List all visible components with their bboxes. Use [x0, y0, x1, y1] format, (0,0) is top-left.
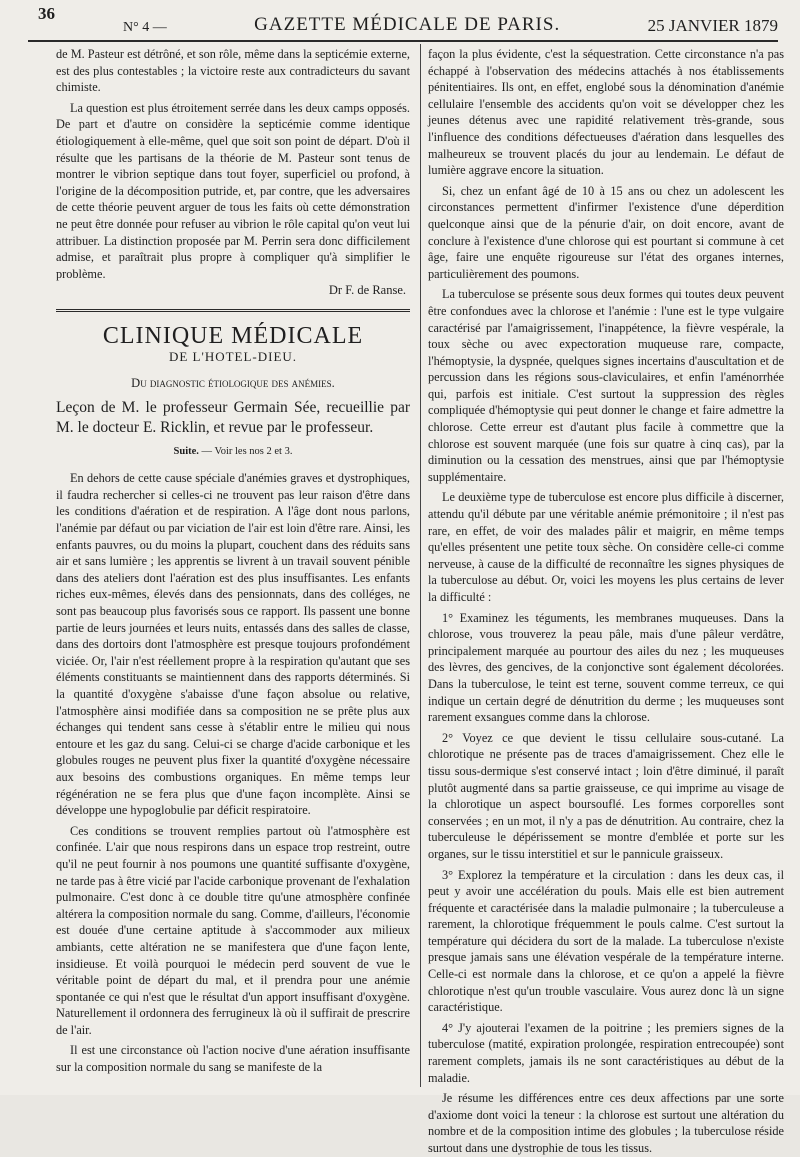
paragraph: Je résume les différences entre ces deux affections par une sorte d'axiome dont voici la teneur : la chlorose est surtout une altération du nombre et de la composition intime des globules ; la tuberculose réside surtout dans une dystrophie de tous les tissus.: [428, 1091, 784, 1155]
lecture-byline: Leçon de M. le professeur Germain Sée, recueillie par M. le docteur E. Ricklin, et revue par le professeur.: [56, 398, 410, 436]
paragraph: 2° Voyez ce que devient le tissu cellulaire sous-cutané. La chlorotique ne présente pas de traces d'amaigrissement. Chez elle le tissu sous-dermique s'est conservé intact ; loin d'être diminué, il paraît plutôt augmenté dans sa partie graisseuse, ce qui imprime au visage de la chlorotique un aspect boursouflé. Les formes corporelles sont conservées ; en un mot, il n'y a pas de dénutrition. Au contraire, chez la tuberculeuse le dépérissement se montre d'emblée et porte sur les organes, sur le tissu interstitiel et sur le pannicule graisseux.: [428, 730, 784, 861]
journal-title: GAZETTE MÉDICALE DE PARIS.: [254, 14, 561, 35]
paragraph: Il est une circonstance où l'action nocive d'une aération insuffisante sur la composition normale du sang se manifeste de la: [56, 1043, 410, 1075]
continuation-text: — Voir les nos 2 et 3.: [201, 445, 293, 457]
section-divider: [56, 309, 410, 312]
running-header: [28, 6, 778, 42]
right-column: [428, 46, 784, 1157]
paragraph: façon la plus évidente, c'est la séquestration. Cette circonstance n'a pas échappé à l'observation des médecins attachés à nos établissements pénitentiaires. Ils ont, en effet, englobé sous la dénomination d'anémie cellulaire l'ensemble des accidents qu'on voit se développer chez les jeunes détenus avec une rapidité relativement très-grande, sous l'influence des conditions défectueuses d'aération dans lesquelles des malheureux se trouvent placés du jour au lendemain. Le défaut de lumière aggrave encore la situation.: [428, 47, 784, 178]
issue-date: 25 JANVIER 1879: [647, 16, 778, 35]
author-signature: Dr F. de Ranse.: [328, 283, 406, 298]
paragraph: La question est plus étroitement serrée dans les deux camps opposés. De part et d'autre on considère la septicémie comme identique étiologiquement à elle-même, quel que soit son point de départ. D'où il résulte que les partisans de la théorie de M. Pasteur sont tenus de montrer le vibrion septique dans tout foyer, superficiel ou profond, à l'origine de la décomposition putride, et, par contre, que les adversaires de cette théorie peuvent arguer de tous les faits où cette démonstration ne peut être donnée pour refuser au vibrion le rôle capital qu'on veut lui attribuer. La distinction proposée par M. Perrin sera donc difficilement admise, et paraîtrait plus propre à compliquer qu'à simplifier le problème.: [56, 100, 410, 281]
continuation-note: [56, 444, 410, 461]
paragraph: Si, chez un enfant âgé de 10 à 15 ans ou chez un adolescent les circonstances permettent d'infirmer l'existence d'une déperdition quelconque ainsi que de la pénurie d'air, on doit encore, avant de conclure à l'existence d'une chlorose qui est pourtant si commune à cet âge, faire une enquête rigoureuse sur l'état des organes internes, particulièrement des poumons.: [428, 183, 784, 281]
section-subtitle: DE L'HOTEL-DIEU.: [168, 348, 298, 364]
paragraph: 3° Explorez la température et la circulation : dans les deux cas, il peut y avoir une accélération du pouls. Mais elle est bien autrement fréquente et caractérisée dans la maladie pulmonaire ; la tuberculeuse a rarement, la chlorotique fréquemment le pouls calme. C'est surtout la température qui décidera du sort de la malade. La tuberculose n'existe presque jamais sans une élévation vespérale de la température interne. Celle-ci est normale dans la chlorose, et ce qu'on a appelé la fièvre chlorotique n'est qu'un trouble vasculaire. Vous aurez donc là un signe caractéristique.: [428, 867, 784, 1015]
column-divider: [420, 44, 421, 1087]
left-column: [56, 46, 410, 1076]
section-title: CLINIQUE MÉDICALE: [102, 322, 364, 349]
issue-number: N° 4 —: [123, 20, 167, 35]
continuation-label: Suite.: [173, 445, 199, 457]
paragraph: Ces conditions se trouvent remplies partout où l'atmosphère est confinée. L'air que nous respirons dans un espace trop restreint, outre qu'il ne peut fournir à nos poumons une quantité suffisante d'oxygène, ne tarde pas à être vicié par l'acide carbonique provenant de l'exhalation pulmonaire. C'est donc à ce double titre qu'une atmosphère confinée altérera la composition normale du sang. Comme, d'ailleurs, l'économie est douée d'une certaine aptitude à s'accommoder aux milieux ambiants, cette altération ne se manifestera que d'une façon lente, insidieuse. Et voilà pourquoi le médecin perd souvent de vue le véritable point de départ du mal, et il prendra pour une anémie spontanée ce qui n'est que le résultat d'un apport insuffisant d'oxygène. Naturellement il ordonnera des ferrugineux là où il suffirait de prescrire de l'air.: [56, 823, 410, 1037]
paragraph: Le deuxième type de tuberculose est encore plus difficile à discerner, attendu qu'il débute par une véritable anémie prémonitoire ; il n'est pas rare, en effet, de voir des malades pâlir et maigrir, en même temps qu'elles présentent une petite toux sèche. On considère celle-ci comme nerveuse, à cause de la difficulté de reconnaître les signes physiques de la tuberculose au début. Or, voici les moyens les plus certains de lever la difficulté :: [428, 490, 784, 604]
page-number: 36: [38, 4, 55, 23]
paragraph: En dehors de cette cause spéciale d'anémies graves et dystrophiques, il faudra rechercher si celles-ci ne trouvent pas leur raison d'être dans les conditions d'aération et de respiration. A l'âge dont nous parlons, l'anémie par défaut ou par viciation de l'air est loin d'être rare. Ainsi, les enfants pauvres, ou du moins la plupart, couchent dans des réduits sans air et sans lumière ; les apprentis se livrent à un travail souvent pénible dans des ateliers dont l'aération est des plus insuffisantes. Les enfants riches eux-mêmes, élevés dans des pensionnats, dans des colléges, ne sont pas beaucoup plus favorisés sous ce rapport. Ils passent une bonne partie de leurs journées et leurs nuits, entassés dans des salles de classe, dans des dortoirs dont l'atmosphère est presque toujours profondément viciée. Or, l'air n'est réellement propre à la respiration qu'autant que ses éléments constituants se maintiennent dans des rapports déterminés. Si la quantité d'oxygène s'abaisse d'une façon absolue ou relative, l'atmosphère ainsi modifiée dans sa composition ne se prête plus aux échanges qui tendent sans cesse à s'établir entre le milieu qui nous entoure et les gaz du sang. Celui-ci se charge d'acide carbonique et les globules rouges ne peuvent plus fixer la quantité d'oxygène nécessaire aux besoins des combustions organiques. En même temps leur régénération ne se fera plus que d'une façon incomplète. Ainsi se développe une hypoglobulie par déficit respiratoire.: [56, 471, 410, 818]
paragraph: de M. Pasteur est détrôné, et son rôle, même dans la septicémie externe, est des plus contestables ; la victoire reste aux contradicteurs du savant chimiste.: [56, 47, 410, 95]
paragraph: 1° Examinez les téguments, les membranes muqueuses. Dans la chlorose, vous trouverez la peau pâle, mais d'une pâleur verdâtre, principalement marquée au pourtour des ailes du nez ; les muqueuses des lèvres, des gencives, de la conjonctive sont également décolorées. Dans la tuberculose, le teint est terne, souvent comme terreux, ce qui indique un certain degré de dénutrition du derme ; les muqueuses sont rarement exsangues comme dans la chlorose.: [428, 610, 784, 725]
paragraph: 4° J'y ajouterai l'examen de la poitrine ; les premiers signes de la tuberculose (matité, expiration prolongée, respiration entrecoupée) sont rarement complets, jamais ils ne sont caractéristiques au début de la maladie.: [428, 1020, 784, 1085]
paragraph: La tuberculose se présente sous deux formes qui toutes deux peuvent être confondues avec la chlorose et l'anémie : l'une est le type vulgaire caractérisé par l'amaigrissement, l'inappétence, la fièvre vespérale, la toux sèche ou avec expectoration muqueuse rare, compacte, l'hémoptysie, la dyspnée, quelques signes incertains d'auscultation et de percussion dans les régions sous-claviculaires, et enfin l'aménorrhée qui, parfois est initiale. C'est surtout la suppression des règles compliquée d'hémoptysie qui peut donner le change et faire admettre la chlorose. Cette erreur est d'autant plus facile à commettre que la chlorose est souvent marquée (une fois sur quatre à cinq cas), par la diminution ou la cessation des menstrues, ainsi que par l'hémoptysie supplémentaire.: [428, 287, 784, 484]
article-topic: Du diagnostic étiologique des anémies.: [131, 376, 335, 391]
